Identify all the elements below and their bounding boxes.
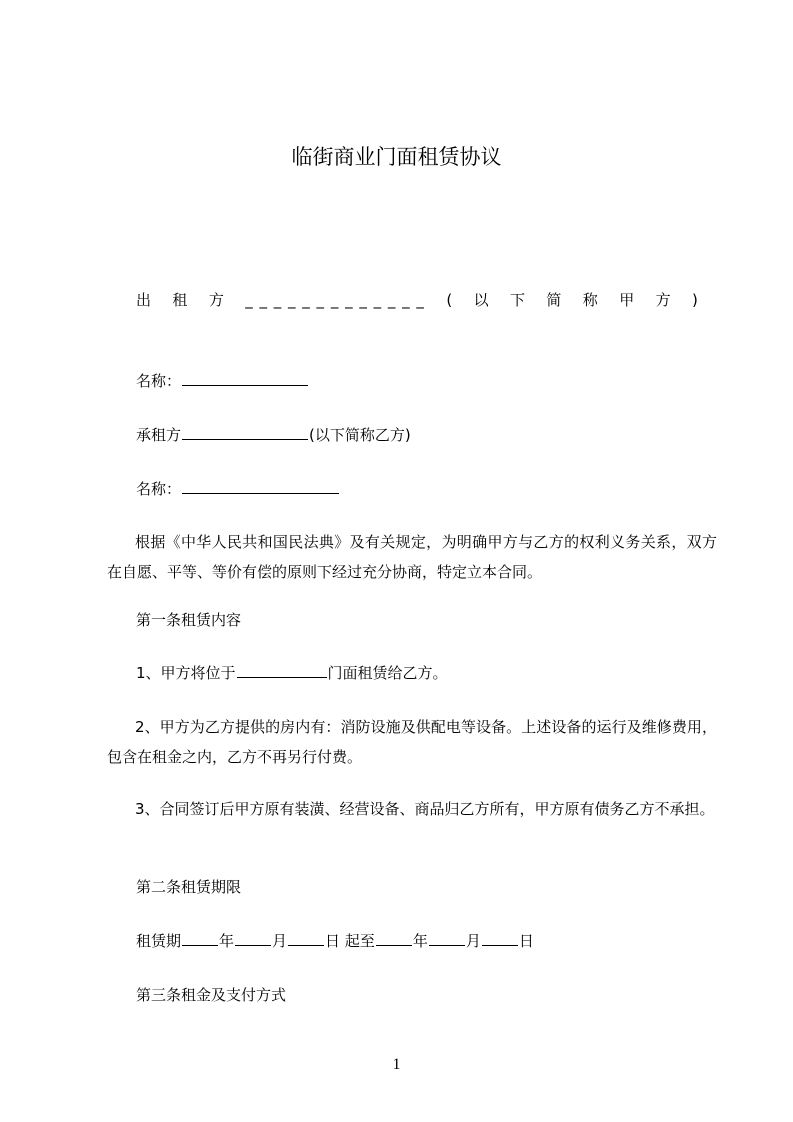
lessor-blank: _ _ _ _ _ _ _ _ _ _ _ _ _	[245, 291, 425, 309]
lessee-name-line	[136, 477, 340, 501]
item1-line	[136, 661, 448, 685]
lessor-name-label: 名称：	[136, 372, 182, 390]
lessor-suffix-char: )	[692, 291, 698, 309]
lessee-label: 承租方	[136, 426, 182, 444]
lessee-blank	[182, 423, 308, 440]
article1-title: 第一条租赁内容	[136, 611, 242, 629]
lessor-name-blank	[182, 369, 308, 386]
lessor-suffix-char: 以	[473, 291, 489, 309]
intro-paragraph: 根据《中华人民共和国民法典》及有关规定，为明确甲方与乙方的权利义务关系，双方在自愿、平等、等价有偿的原则下经过充分协商，特定立本合同。	[107, 533, 717, 581]
lessee-suffix: (以下简称乙方)	[309, 426, 411, 444]
term-blank	[235, 929, 271, 946]
lessor-suffix-char: 甲	[619, 291, 635, 309]
lessor-suffix-char: (	[446, 291, 453, 309]
term-to: 起至	[344, 932, 375, 950]
lessor-name-line	[136, 369, 309, 393]
page-number: 1	[392, 1056, 401, 1073]
item1-prefix: 1、甲方将位于	[136, 664, 236, 682]
lessor-suffix-char: 称	[582, 291, 598, 309]
article2-title: 第二条租赁期限	[136, 878, 242, 896]
lessor-suffix-char: 下	[509, 291, 525, 309]
term-blank	[288, 929, 324, 946]
document-title: 临街商业门面租赁协议	[291, 145, 502, 169]
item2-paragraph: 2、甲方为乙方提供的房内有：消防设施及供配电等设备。上述设备的运行及维修费用，包含在租金之内，乙方不再另行付费。	[107, 718, 717, 766]
term-blank	[429, 929, 465, 946]
lessor-line	[136, 288, 698, 312]
term-month2: 月	[465, 932, 481, 950]
article3-title: 第三条租金及支付方式	[136, 986, 287, 1004]
item1-suffix: 门面租赁给乙方。	[327, 664, 448, 682]
lessee-name-blank	[182, 477, 339, 494]
term-year2: 年	[412, 932, 428, 950]
term-blank	[376, 929, 412, 946]
term-label: 租赁期	[136, 932, 182, 950]
lessee-line	[136, 423, 411, 447]
lessor-char: 方	[208, 291, 224, 309]
item1-location-blank	[237, 661, 327, 678]
lessor-suffix-char: 简	[546, 291, 562, 309]
term-day1: 日	[325, 932, 341, 950]
term-month1: 月	[272, 932, 288, 950]
item3-paragraph: 3、合同签订后甲方原有装潢、经营设备、商品归乙方所有，甲方原有债务乙方不承担。	[135, 800, 715, 818]
term-year1: 年	[219, 932, 235, 950]
term-day2: 日	[518, 932, 534, 950]
term-line	[136, 929, 534, 953]
lessor-char: 出	[136, 291, 152, 309]
lessor-suffix-char: 方	[655, 291, 671, 309]
term-blank	[482, 929, 518, 946]
lessee-name-label: 名称：	[136, 480, 182, 498]
lessor-char: 租	[172, 291, 188, 309]
term-blank	[182, 929, 218, 946]
